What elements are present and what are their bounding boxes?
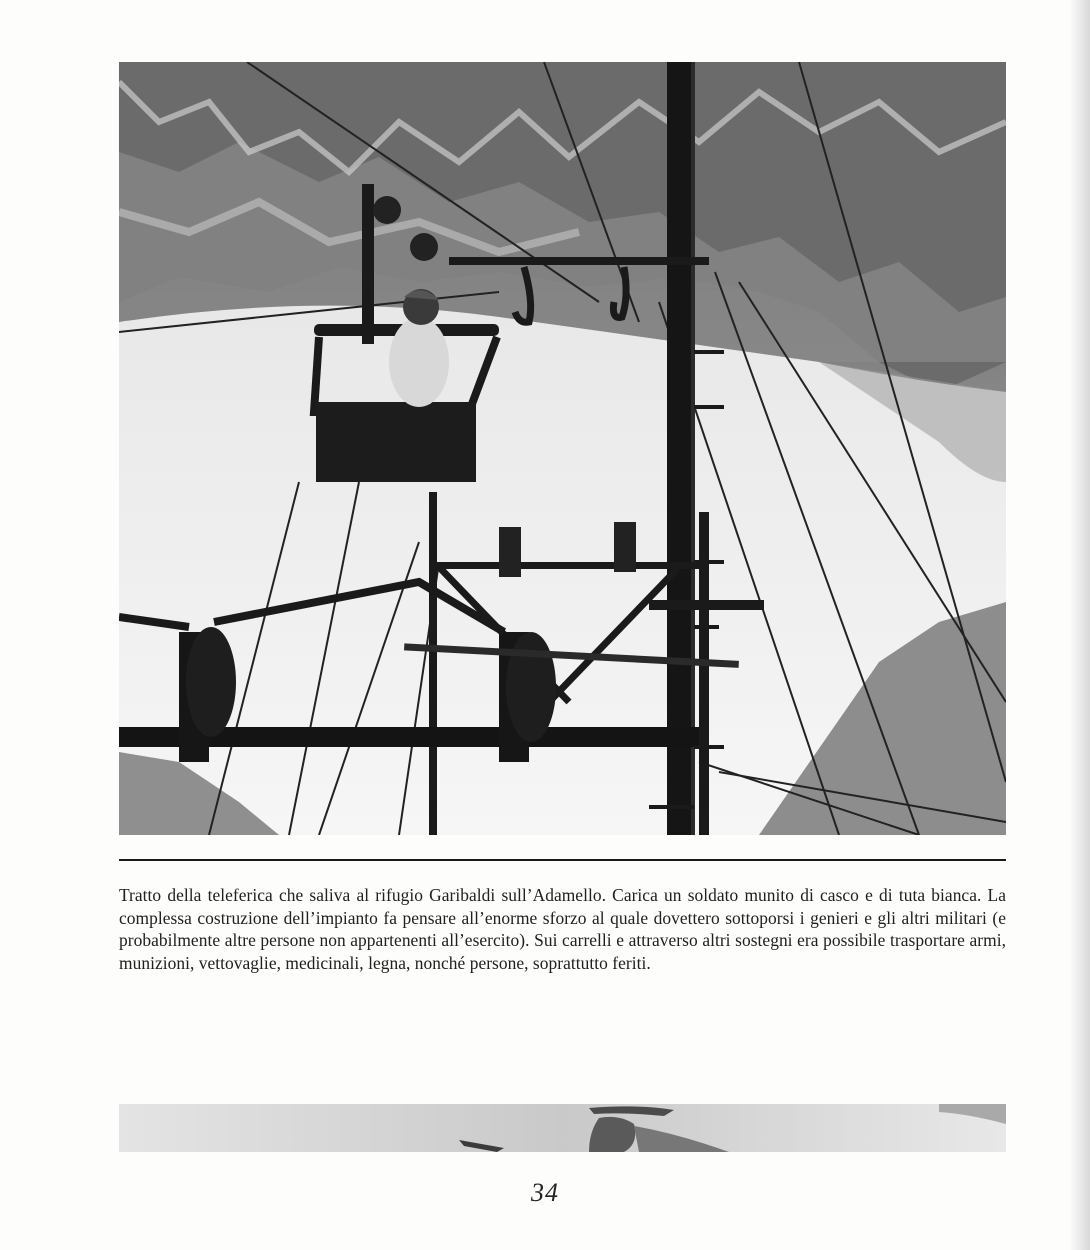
photo-caption: Tratto della teleferica che saliva al rifugio Garibaldi sull’Adamello. Carica un soldato munito di casco e di tuta bianca. La complessa costruzione dell’impianto fa pensare all’enorme sforzo al quale dovettero sottoporsi i genieri e gli altri militari (e probabilmente altre persone non appartenenti all’esercito). Sui carrelli e attraverso altri sostegni era possibile trasportare armi, munizioni, vettovaglie, medicinali, legna, nonché persone, soprattutto feriti. (119, 885, 1006, 973)
caption-divider-rule (119, 859, 1006, 861)
page-number: 34 (531, 1178, 559, 1207)
cableway-photograph (119, 62, 1006, 835)
book-spine-shadow (1070, 0, 1090, 1250)
partial-photograph-strip (119, 1104, 1006, 1152)
